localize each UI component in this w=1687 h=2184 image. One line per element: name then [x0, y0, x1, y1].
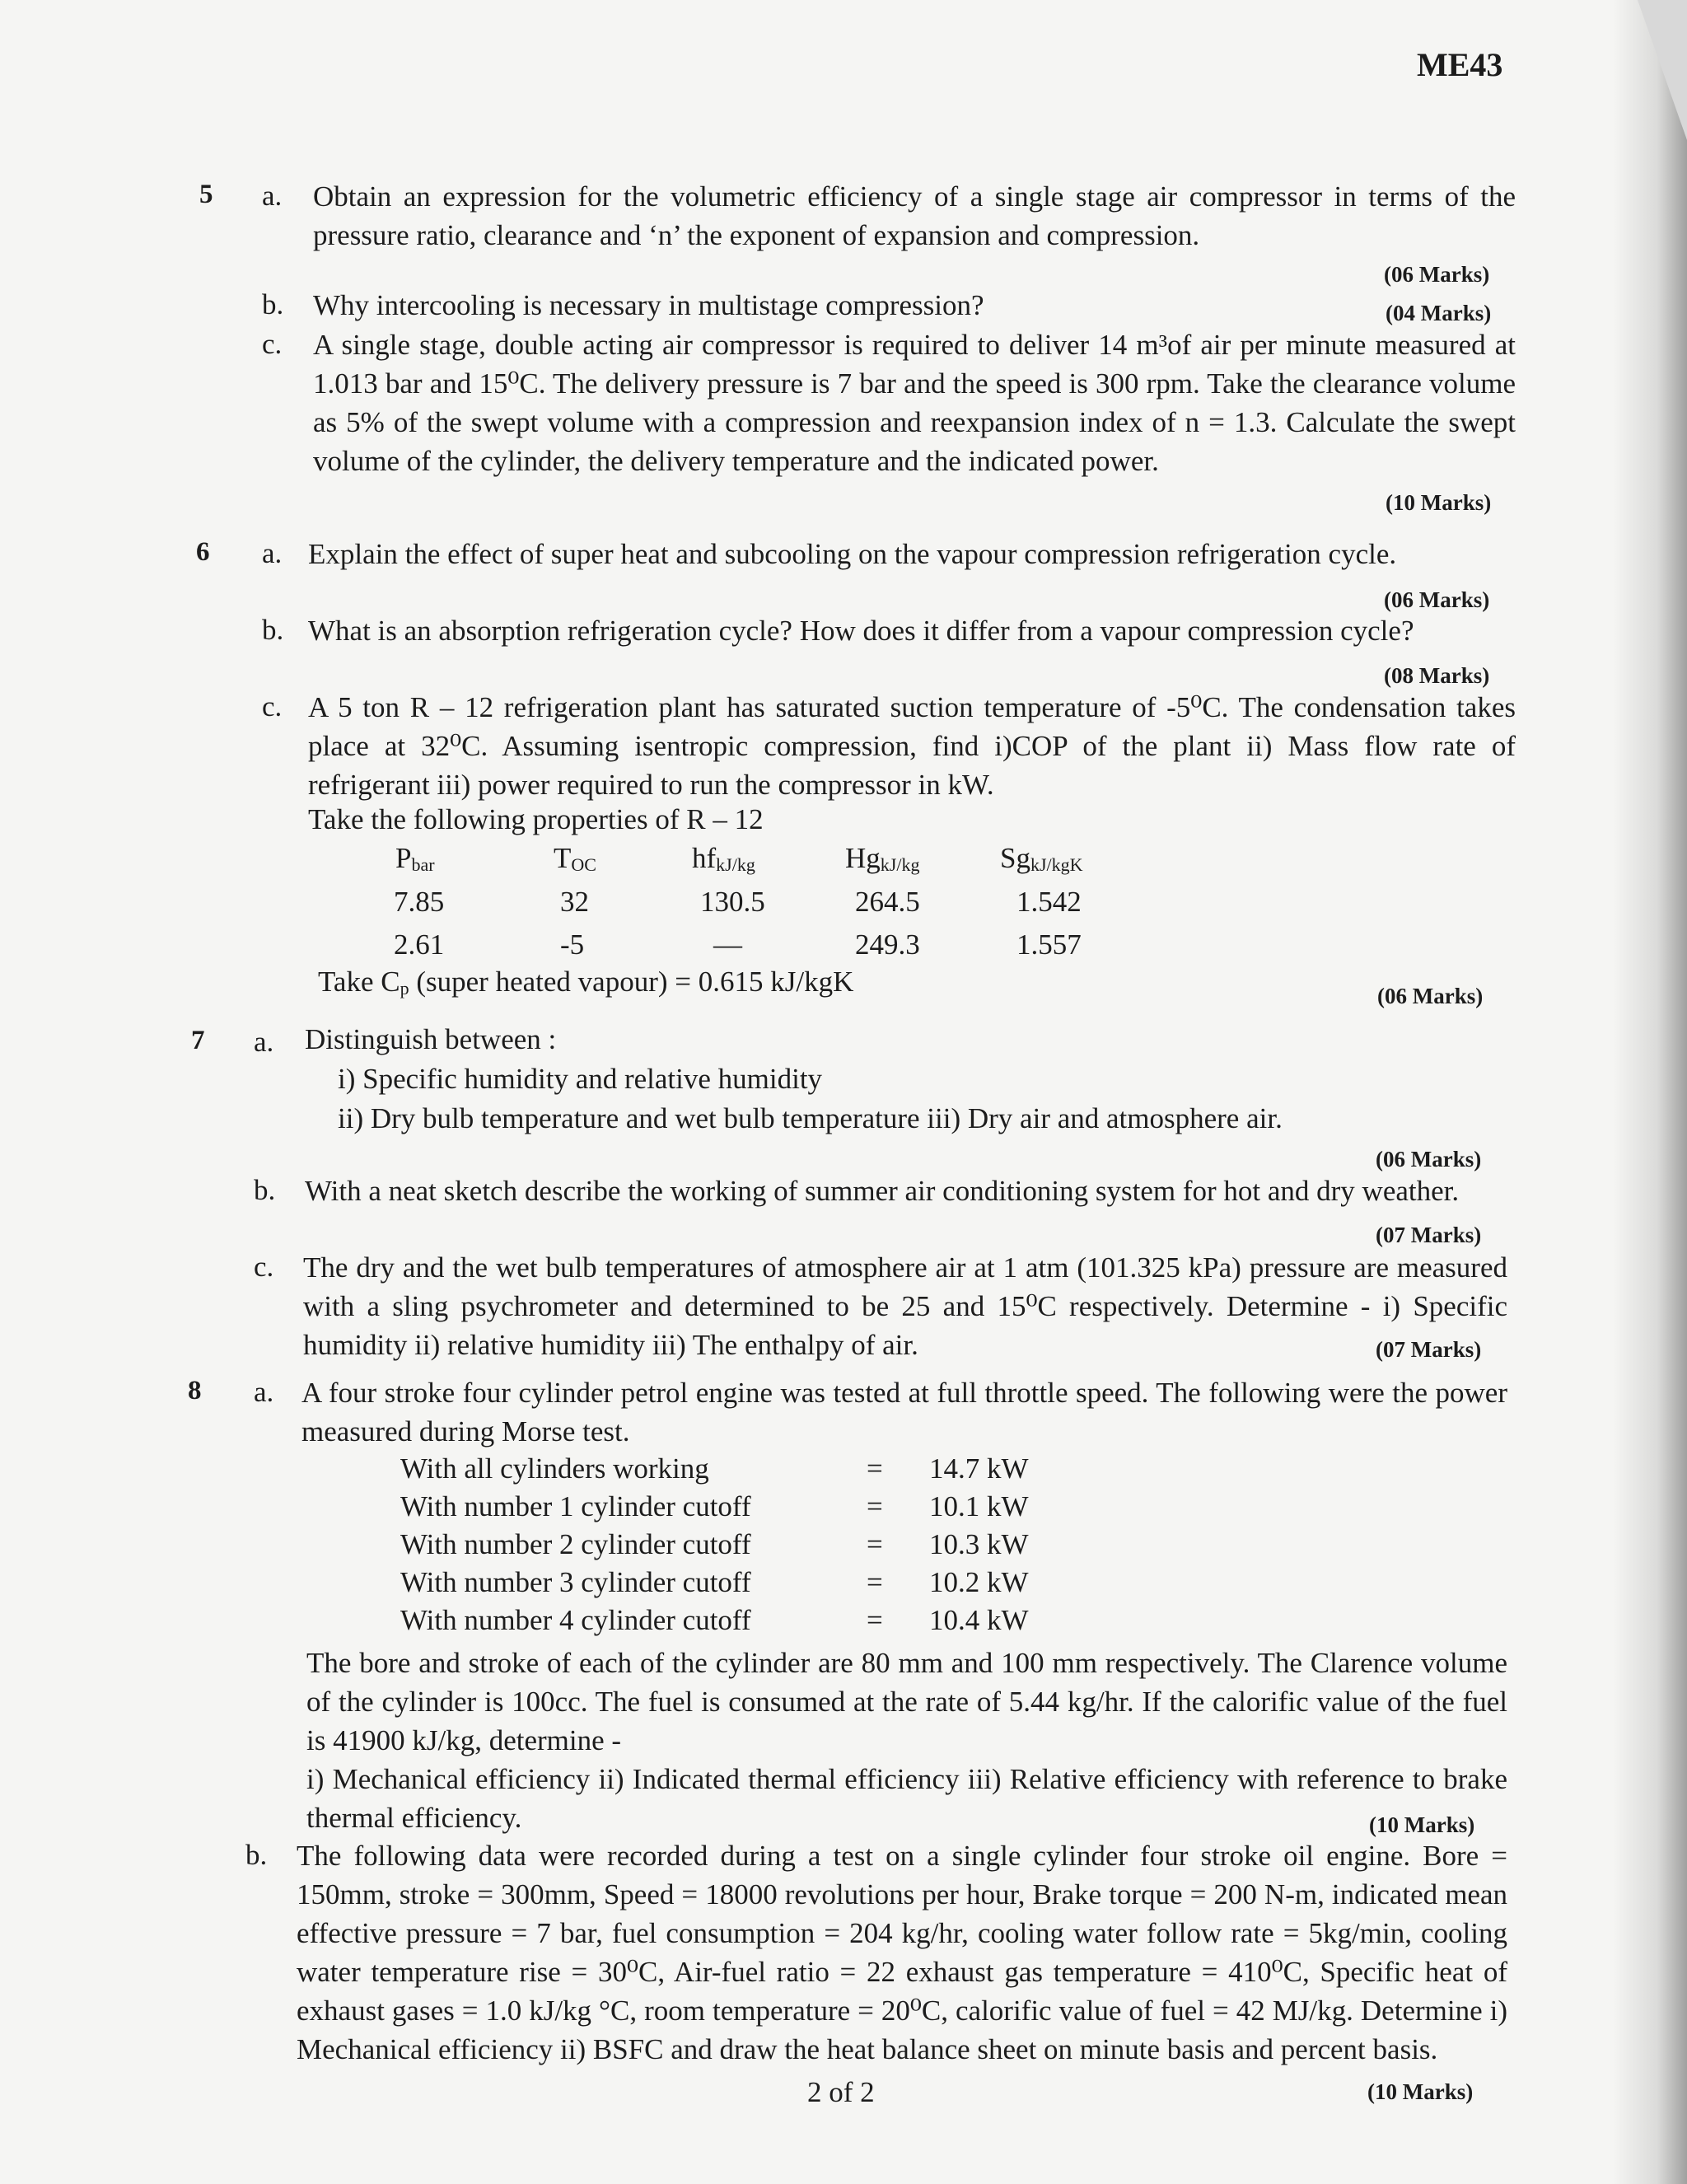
morse-row-value: 10.1 kW — [929, 1490, 1029, 1522]
q8b-label: b. — [245, 1839, 268, 1871]
q6b-text: What is an absorption refrigeration cycle? How does it differ from a vapour compression cycle? — [308, 615, 1414, 647]
q8a-marks: (10 Marks) — [1369, 1812, 1475, 1837]
morse-row-label: With number 2 cylinder cutoff — [400, 1528, 751, 1560]
morse-row-value: 14.7 kW — [929, 1452, 1029, 1485]
table-cell: 264.5 — [855, 886, 920, 918]
q6b-marks: (08 Marks) — [1384, 663, 1490, 688]
morse-row-label: With number 3 cylinder cutoff — [400, 1566, 751, 1598]
q5c-label: c. — [262, 328, 283, 360]
morse-row-equals: = — [867, 1566, 883, 1598]
table-header-sg: SgkJ/kgK — [1000, 842, 1083, 875]
q6c-label: c. — [262, 690, 283, 723]
morse-row-equals: = — [867, 1604, 883, 1636]
table-cell: 1.557 — [1016, 928, 1082, 961]
q8a-label: a. — [254, 1376, 274, 1408]
q7c-label: c. — [254, 1251, 274, 1283]
table-cell: 130.5 — [700, 886, 765, 918]
q7c-marks: (07 Marks) — [1376, 1337, 1482, 1362]
q5c-text: A single stage, double acting air compressor is required to deliver 14 m³of air per minute measured at 1.013 bar and 15⁰C. The delivery pressure is 7 bar and the speed is 300 rpm. Take the clearance volume as 5% of the swept volume with a compression and reexpansion index of n = 1.3. Calculate the swept volume of the cylinder, the delivery temperature and the indicated power. — [313, 329, 1516, 477]
table-cell: 1.542 — [1016, 886, 1082, 918]
morse-row-equals: = — [867, 1490, 883, 1522]
question-number-5: 5 — [199, 180, 213, 209]
q7b-text: With a neat sketch describe the working of summer air conditioning system for hot and dry weather. — [305, 1175, 1460, 1207]
q8b-marks: (10 Marks) — [1367, 2079, 1474, 2104]
morse-row-label: With all cylinders working — [400, 1452, 709, 1485]
page-corner-fold — [1638, 0, 1687, 140]
table-cell: 249.3 — [855, 928, 920, 961]
morse-row-label: With number 1 cylinder cutoff — [400, 1490, 751, 1522]
q5b-label: b. — [262, 288, 284, 320]
morse-row-equals: = — [867, 1528, 883, 1560]
page-edge-shadow — [1613, 0, 1687, 2184]
q5b-text: Why intercooling is necessary in multistage compression? — [313, 289, 984, 321]
table-cell: — — [713, 928, 742, 961]
table-header-pressure: Pbar — [395, 842, 435, 875]
q6b-label: b. — [262, 614, 284, 646]
q6a-label: a. — [262, 537, 283, 569]
q6c-text: A 5 ton R – 12 refrigeration plant has saturated suction temperature of -5⁰C. The condensation takes place at 32⁰C. Assuming isentropic compression, find i)COP of the plant ii) Mass flow rate of refrigerant iii) power required to run the compressor in kW. — [308, 691, 1516, 801]
morse-row-equals: = — [867, 1452, 883, 1485]
q5c-marks: (10 Marks) — [1386, 490, 1492, 515]
q8a-text-3: i) Mechanical efficiency ii) Indicated thermal efficiency iii) Relative efficiency with reference to brake thermal efficiency. — [306, 1763, 1507, 1834]
q7c-text: The dry and the wet bulb temperatures of atmosphere air at 1 atm (101.325 kPa) pressure are measured with a sling psychrometer and determined to be 25 and 15⁰C respectively. Determine - i) Specific humidity ii) relative humidity iii) The enthalpy of air. — [303, 1251, 1507, 1361]
q7a-item-1: i) Specific humidity and relative humidity — [338, 1063, 823, 1095]
q7a-label: a. — [254, 1026, 274, 1058]
table-header-temperature: TOC — [554, 842, 596, 875]
q7b-marks: (07 Marks) — [1376, 1223, 1482, 1247]
table-cell: 2.61 — [394, 928, 445, 961]
question-number-6: 6 — [196, 537, 210, 567]
q6a-text: Explain the effect of super heat and subcooling on the vapour compression refrigeration cycle. — [308, 538, 1397, 570]
question-number-7: 7 — [191, 1026, 205, 1055]
morse-row-value: 10.2 kW — [929, 1566, 1029, 1598]
q6c-properties-line: Take the following properties of R – 12 — [308, 803, 764, 835]
morse-row-label: With number 4 cylinder cutoff — [400, 1604, 751, 1636]
q7a-item-2: ii) Dry bulb temperature and wet bulb temperature iii) Dry air and atmosphere air. — [338, 1102, 1283, 1134]
q8a-text: A four stroke four cylinder petrol engine was tested at full throttle speed. The following were the power measured during Morse test. — [301, 1377, 1507, 1447]
paper-code: ME43 — [1417, 46, 1503, 83]
table-header-hg: HgkJ/kg — [845, 842, 920, 875]
table-cell: 32 — [560, 886, 589, 918]
q6c-marks: (06 Marks) — [1377, 984, 1484, 1008]
q6c-cp-line: Take Cp (super heated vapour) = 0.615 kJ/kgK — [318, 966, 854, 998]
table-cell: 7.85 — [394, 886, 445, 918]
q6a-marks: (06 Marks) — [1384, 587, 1490, 612]
q5b-marks: (04 Marks) — [1386, 301, 1492, 325]
table-cell: -5 — [560, 928, 585, 961]
morse-row-value: 10.4 kW — [929, 1604, 1029, 1636]
morse-row-value: 10.3 kW — [929, 1528, 1029, 1560]
q7a-text: Distinguish between : — [305, 1023, 557, 1055]
q8b-text: The following data were recorded during a test on a single cylinder four stroke oil engine. Bore = 150mm, stroke = 300mm, Speed = 18000 revolutions per hour, Brake torque = 200 N-m, indicated mean effective pressure = 7 bar, fuel consumption = 204 kg/hr, cooling water follow rate = 5kg/min, cooling water temperature rise = 30⁰C, Air-fuel ratio = 22 exhaust gas temperature = 410⁰C, Specific heat of exhaust gases = 1.0 kJ/kg °C, room temperature = 20⁰C, calorific value of fuel = 42 MJ/kg. Determine i) Mechanical efficiency ii) BSFC and draw the heat balance sheet on minute basis and percent basis. — [297, 1840, 1507, 2065]
table-header-hf: hfkJ/kg — [692, 842, 755, 875]
q8a-text-2: The bore and stroke of each of the cylinder are 80 mm and 100 mm respectively. The Clarence volume of the cylinder is 100cc. The fuel is consumed at the rate of 5.44 kg/hr. If the calorific value of the fuel is 41900 kJ/kg, determine - — [306, 1647, 1507, 1756]
q7b-label: b. — [254, 1174, 276, 1206]
page-number: 2 of 2 — [807, 2076, 875, 2108]
q5a-marks: (06 Marks) — [1384, 262, 1490, 287]
question-number-8: 8 — [188, 1376, 202, 1405]
q5a-label: a. — [262, 180, 283, 212]
q7a-marks: (06 Marks) — [1376, 1147, 1482, 1172]
q5a-text: Obtain an expression for the volumetric efficiency of a single stage air compressor in terms of the pressure ratio, clearance and ‘n’ the exponent of expansion and compression. — [313, 180, 1516, 251]
